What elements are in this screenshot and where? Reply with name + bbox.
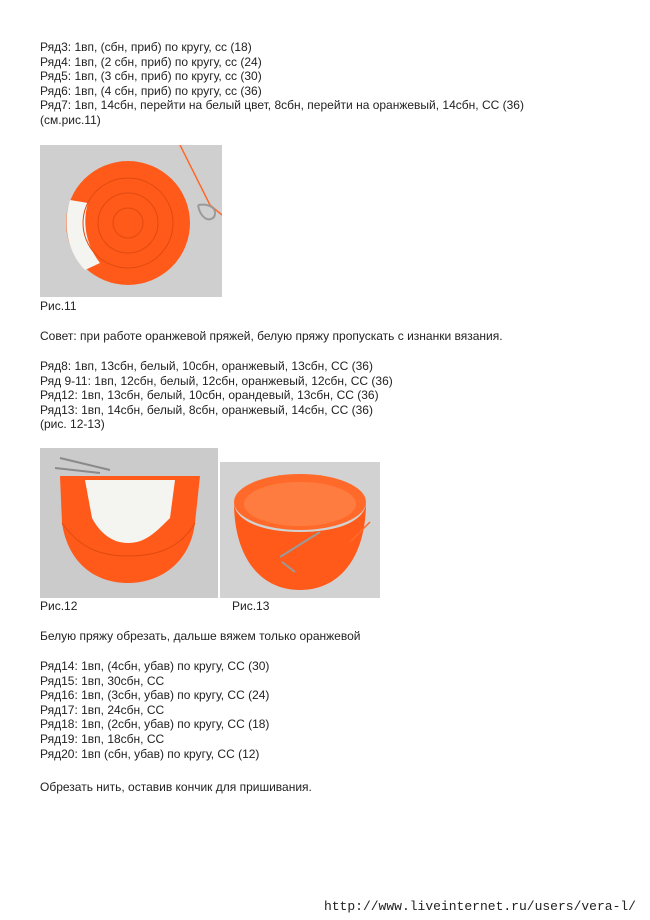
rows-14-20 [40, 659, 269, 761]
final-note-line: Обрезать нить, оставив кончик для пришивания. [40, 780, 312, 794]
row-line: (см.рис.11) [40, 112, 101, 127]
photo-fig-13 [220, 462, 380, 598]
row-line: Ряд6: 1вп, (4 сбн, приб) по кругу, сс (36) [40, 83, 262, 98]
row-line: Ряд4: 1вп, (2 сбн, приб) по кругу, сс (24) [40, 54, 262, 69]
photo-fig-11 [40, 145, 222, 297]
row-line: Ряд13: 1вп, 14сбн, белый, 8сбн, оранжевый, 14сбн, СС (36) [40, 402, 373, 417]
rows-8-13 [40, 359, 393, 432]
row-line: Ряд16: 1вп, (3сбн, убав) по кругу, СС (24) [40, 688, 270, 703]
row-line: Ряд15: 1вп, 30сбн, СС [40, 673, 165, 688]
final-note [40, 780, 312, 795]
row-line: Ряд3: 1вп, (сбн, приб) по кругу, сс (18) [40, 40, 252, 54]
row-line: Ряд20: 1вп (сбн, убав) по кругу, СС (12) [40, 746, 260, 761]
cut-note-line: Белую пряжу обрезать, дальше вяжем только оранжевой [40, 629, 361, 643]
caption-fig-12: Рис.12 [40, 599, 78, 613]
source-url[interactable]: http://www.liveinternet.ru/users/vera-l/ [323, 899, 636, 914]
row-line: Ряд19: 1вп, 18сбн, СС [40, 731, 165, 746]
photo-fig-12 [40, 448, 218, 598]
row-line: Ряд17: 1вп, 24сбн, СС [40, 702, 165, 717]
tip-text [40, 329, 503, 344]
row-line: Ряд8: 1вп, 13сбн, белый, 10сбн, оранжевый, 13сбн, СС (36) [40, 359, 373, 373]
row-line: Ряд7: 1вп, 14сбн, перейти на белый цвет, 8сбн, перейти на оранжевый, 14сбн, СС (36) [40, 98, 524, 113]
row-line: (рис. 12-13) [40, 417, 105, 432]
row-line: Ряд18: 1вп, (2сбн, убав) по кругу, СС (18) [40, 717, 270, 732]
row-line: Ряд 9-11: 1вп, 12сбн, белый, 12сбн, оранжевый, 12сбн, СС (36) [40, 373, 393, 388]
tip-line: Совет: при работе оранжевой пряжей, белую пряжу пропускать с изнанки вязания. [40, 329, 503, 343]
cut-note [40, 629, 360, 644]
rows-3-7 [40, 40, 524, 128]
row-line: Ряд5: 1вп, (3 сбн, приб) по кругу, сс (30) [40, 69, 262, 84]
caption-fig-13: Рис.13 [232, 599, 270, 613]
row-line: Ряд12: 1вп, 13сбн, белый, 10сбн, орандевый, 13сбн, СС (36) [40, 388, 379, 403]
row-line: Ряд14: 1вп, (4сбн, убав) по кругу, СС (30) [40, 659, 270, 673]
caption-fig-11: Рис.11 [40, 299, 77, 313]
